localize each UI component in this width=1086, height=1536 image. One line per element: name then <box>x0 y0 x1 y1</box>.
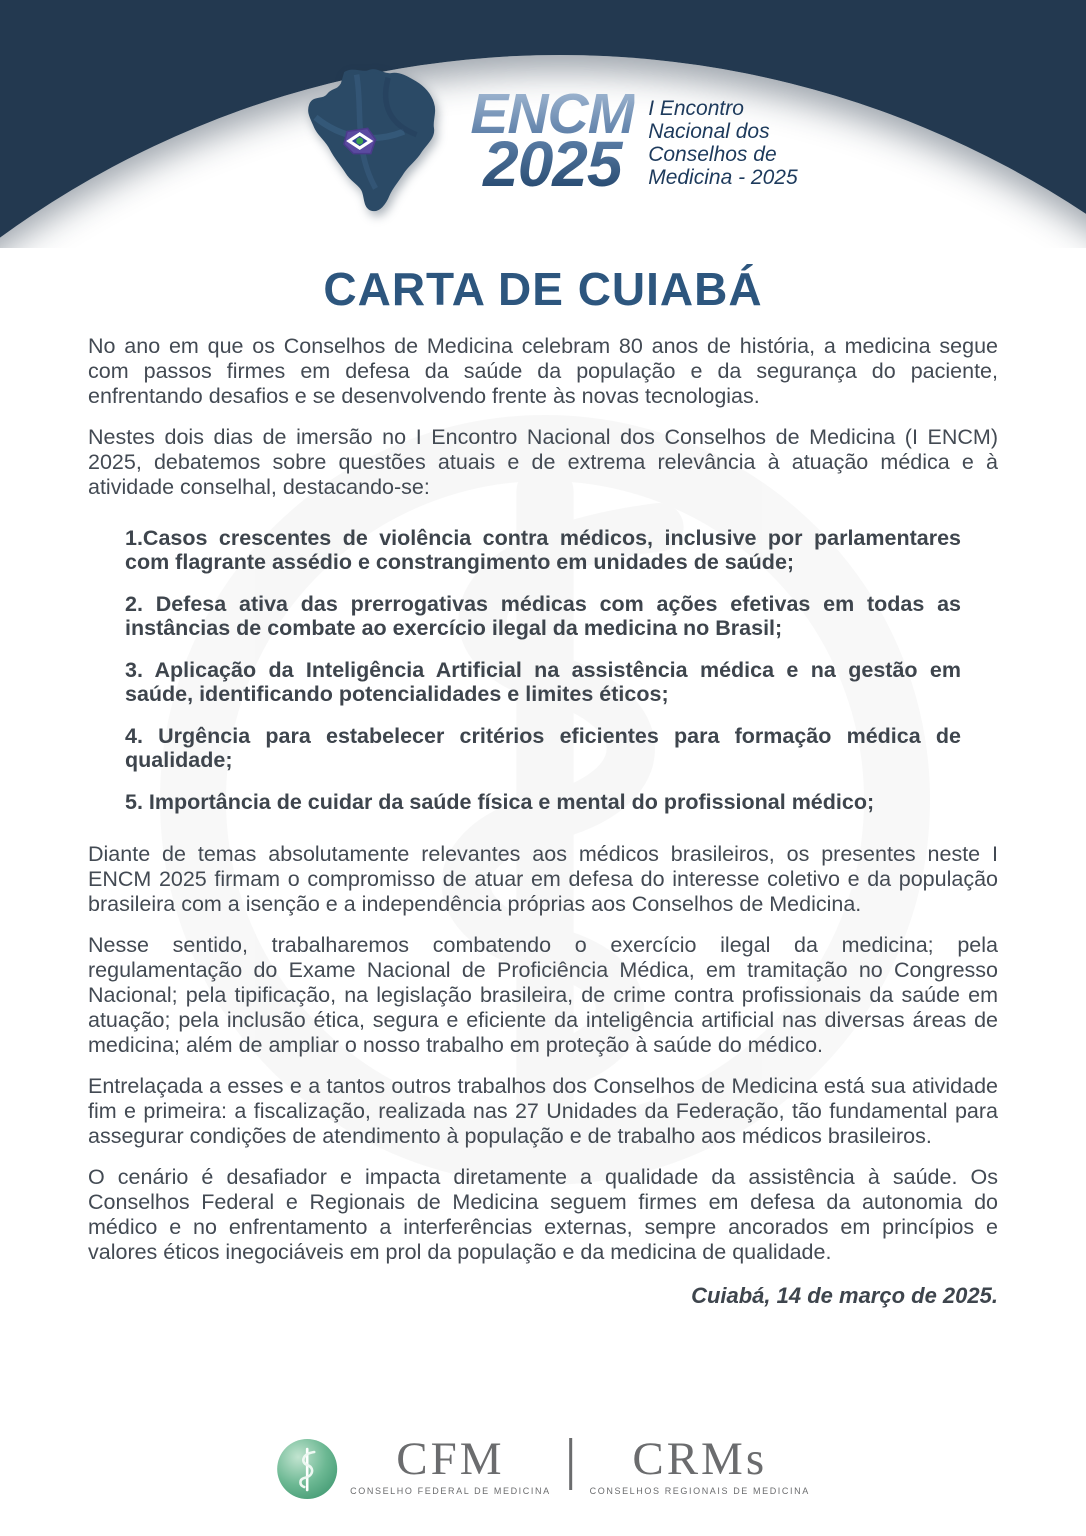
paragraph: O cenário é desafiador e impacta diretamente a qualidade da assistência à saúde. Os Conselhos Federal e Regionais de Medicina seguem firmes em defesa da autonomia do médico e no enfrentamento a interferências externas, sempre ancorados em princípios e valores éticos inegociáveis em prol da população e da medicina de qualidade. <box>88 1165 998 1264</box>
paragraph: Nesse sentido, trabalharemos combatendo o exercício ilegal da medicina; pela regulamentação do Exame Nacional de Proficiência Médica, em tramitação no Congresso Nacional; pela tipificação, na legislação brasileira, de crime contra profissionais da saúde em atuação; pela inclusão ética, segura e eficiente da inteligência artificial nas diversas áreas de medicina; além de ampliar o nosso trabalho em proteção à saúde do médico. <box>88 933 998 1057</box>
paragraph: Entrelaçada a esses e a tantos outros trabalhos dos Conselhos de Medicina está sua atividade fim e primeira: a fiscalização, realizada nas 27 Unidades da Federação, tão fundamental para assegurar condições de atendimento à população e de trabalho aos médicos brasileiros. <box>88 1074 998 1148</box>
logo-tagline <box>648 93 797 189</box>
logo-tagline-line: I Encontro <box>648 96 744 120</box>
logo-acronym <box>470 82 635 201</box>
date-line: Cuiabá, 14 de março de 2025. <box>691 1283 998 1308</box>
footer-brand <box>276 1433 810 1500</box>
list-item: 5. Importância de cuidar da saúde física e mental do profissional médico; <box>125 790 875 814</box>
cfm-brand <box>350 1433 551 1496</box>
paragraph: No ano em que os Conselhos de Medicina celebram 80 anos de história, a medicina segue com passos firmes em defesa da saúde da população e da segurança do paciente, enfrentando desafios e se desenvolvendo frente às novas tecnologias. <box>88 334 998 408</box>
letter-body <box>88 262 998 1309</box>
brand-divider <box>569 1438 572 1490</box>
encm-logo <box>288 62 797 220</box>
crms-label: CRMs <box>632 1433 768 1485</box>
paragraph: Diante de temas absolutamente relevantes aos médicos brasileiros, os presentes neste I ENCM 2025 firmam o compromisso de atuar em defesa do interesse coletivo e da população brasileira com a isenção e a independência próprias aos Conselhos de Medicina. <box>88 842 998 916</box>
list-item: 4. Urgência para estabelecer critérios eficientes para formação médica de qualidade; <box>125 724 961 772</box>
cfm-label: CFM <box>396 1433 505 1485</box>
crms-subtitle: CONSELHOS REGIONAIS DE MEDICINA <box>589 1486 810 1496</box>
asclepius-staff-icon <box>276 1438 338 1500</box>
brazil-map-icon <box>288 62 456 220</box>
cfm-subtitle: CONSELHO FEDERAL DE MEDICINA <box>350 1486 551 1496</box>
logo-tagline-line: Nacional dos <box>648 119 770 143</box>
paragraph: Nestes dois dias de imersão no I Encontro Nacional dos Conselhos de Medicina (I ENCM) 2025, debatemos sobre questões atuais e de extrema relevância à atuação médica e à atividade conselhal, destacando-se: <box>88 425 998 499</box>
page-title: CARTA DE CUIABÁ <box>323 263 763 315</box>
logo-acronym-line2: 2025 <box>483 128 622 201</box>
list-item: 3. Aplicação da Inteligência Artificial na assistência médica e na gestão em saúde, identificando potencialidades e limites éticos; <box>125 658 961 706</box>
highlights-list <box>125 526 961 814</box>
list-item: 1.Casos crescentes de violência contra médicos, inclusive por parlamentares com flagrante assédio e constrangimento em unidades de saúde; <box>125 526 961 574</box>
crms-brand <box>589 1433 810 1496</box>
logo-acronym-line1: ENCM <box>470 82 635 147</box>
logo-tagline-line: Conselhos de <box>648 143 777 166</box>
logo-tagline-line: Medicina - 2025 <box>648 166 798 190</box>
list-item: 2. Defesa ativa das prerrogativas médicas com ações efetivas em todas as instâncias de combate ao exercício ilegal da medicina no Brasil; <box>125 592 961 640</box>
header-banner <box>0 0 1086 248</box>
